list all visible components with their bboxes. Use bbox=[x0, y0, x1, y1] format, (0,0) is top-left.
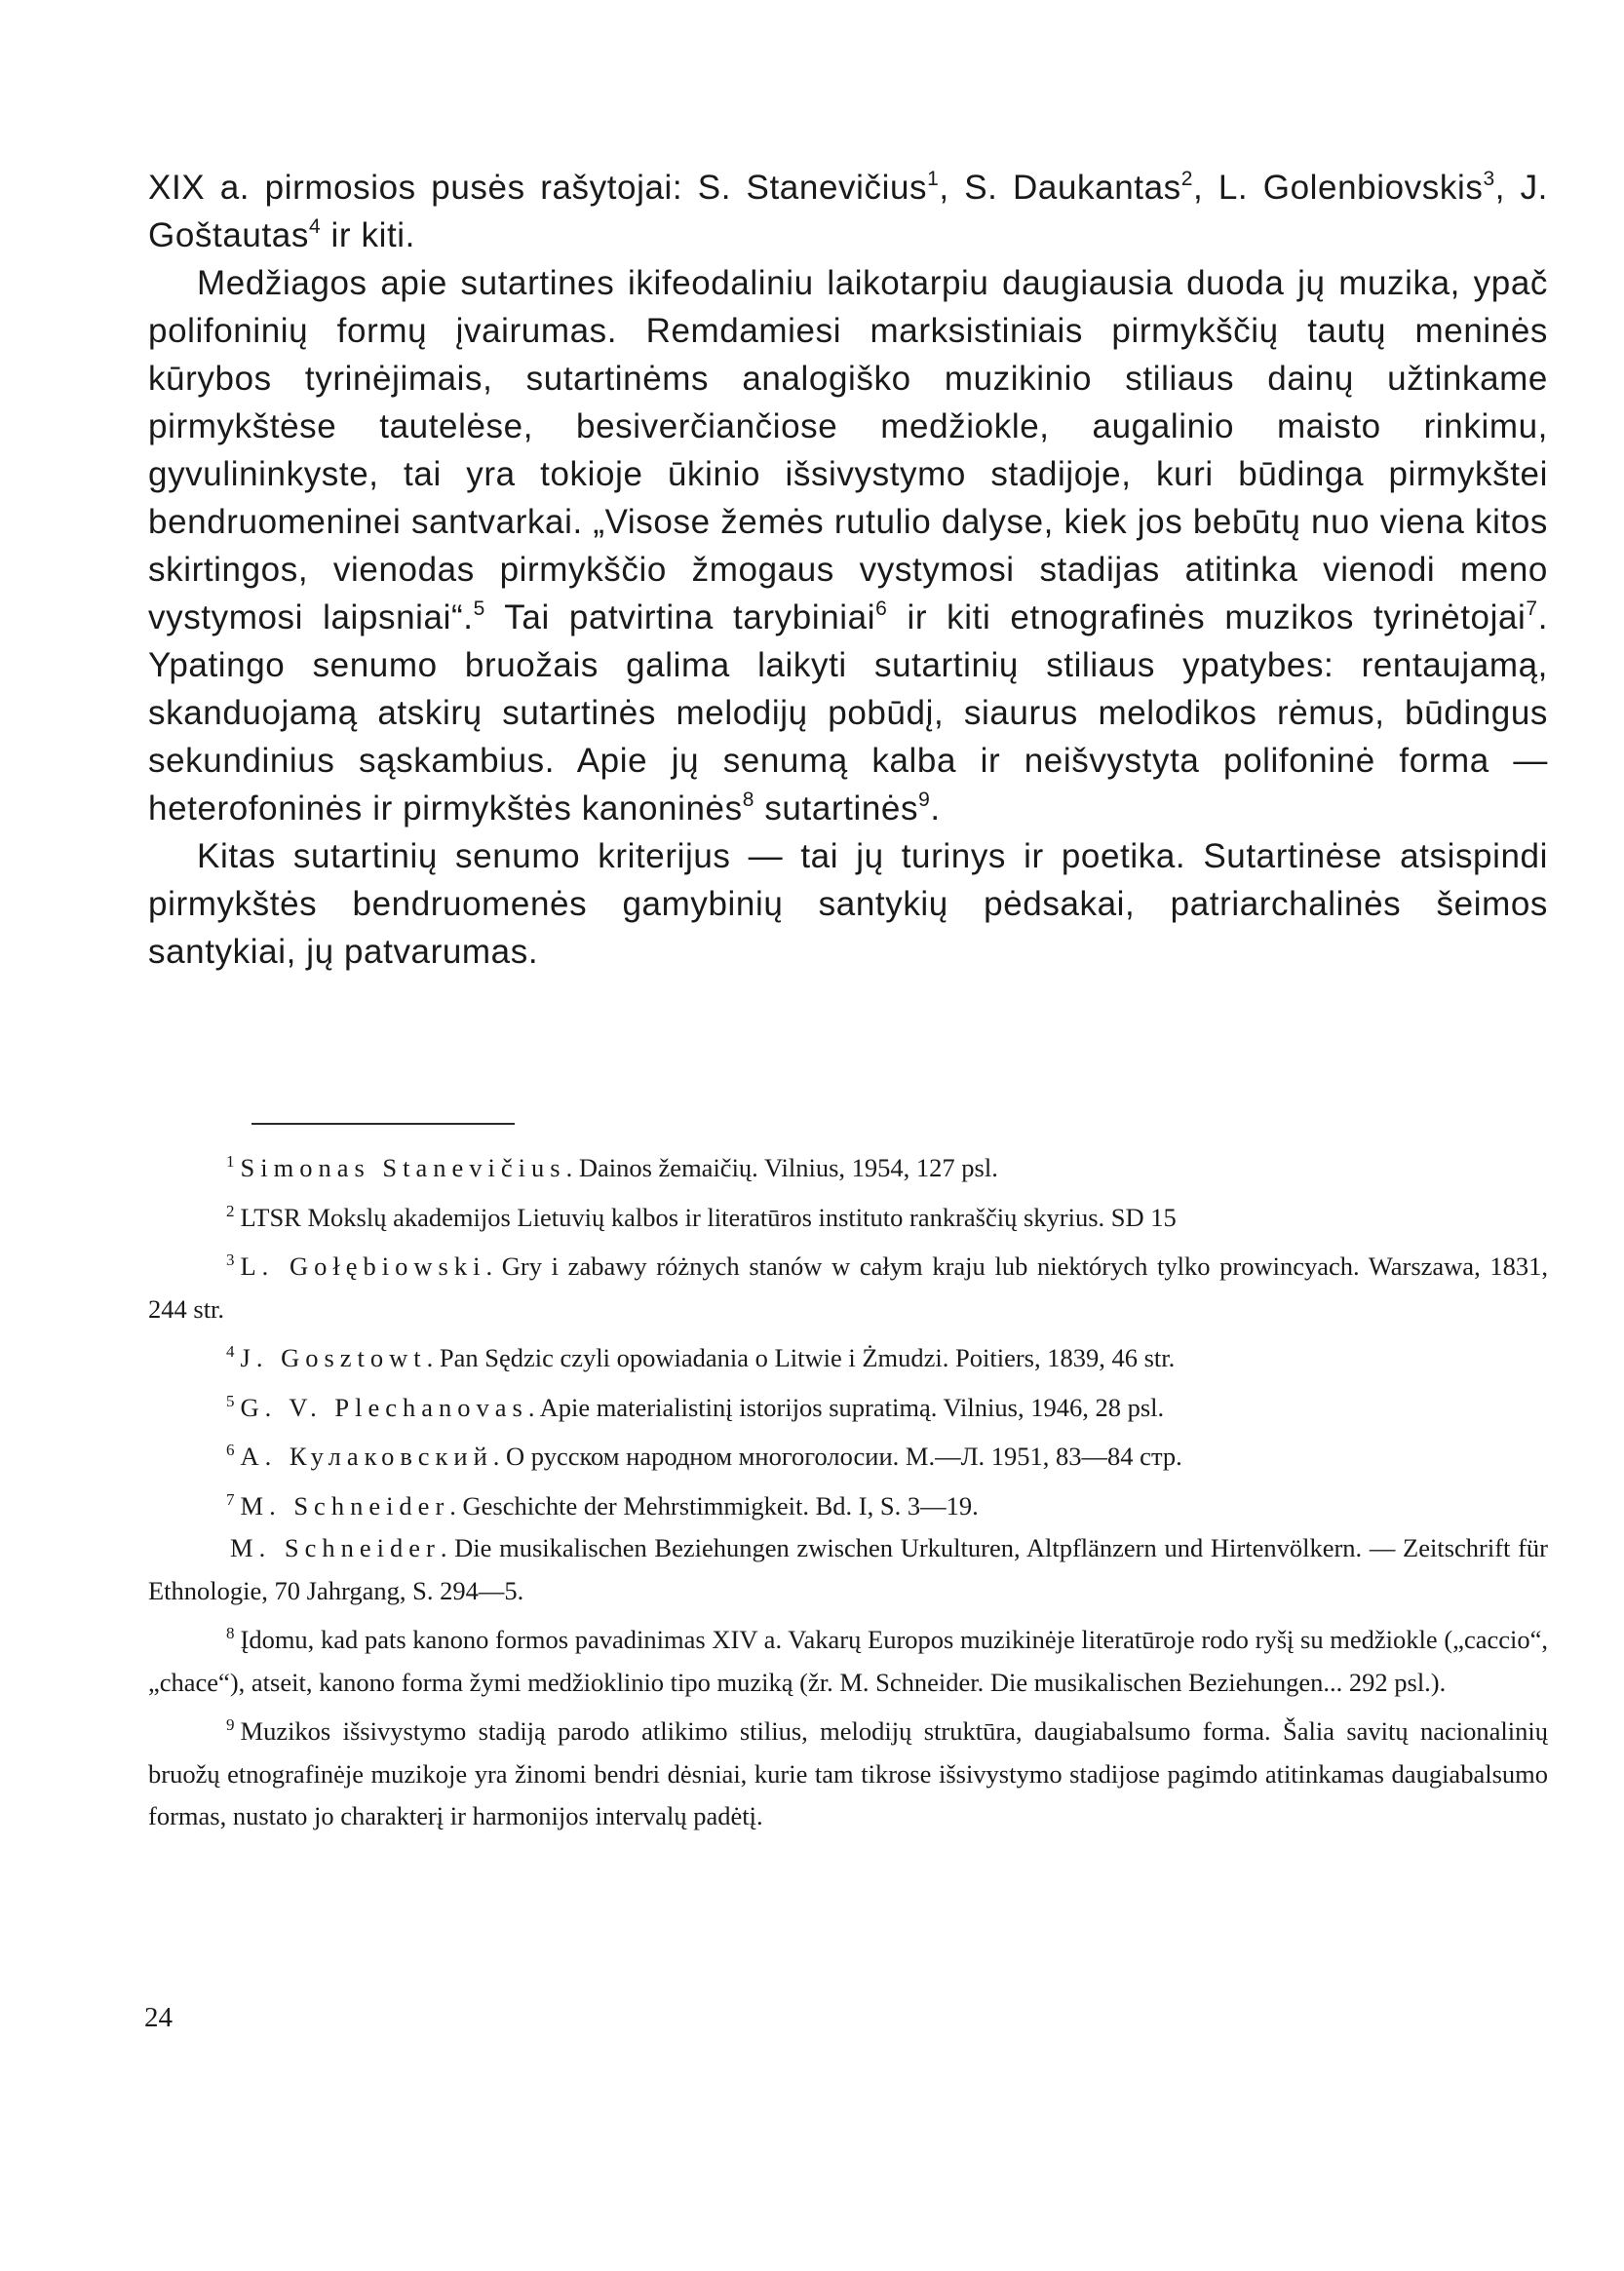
footnote-3 bbox=[148, 1239, 1548, 1330]
footnote-separator bbox=[251, 1123, 515, 1125]
footnote-number: 3 bbox=[226, 1251, 235, 1269]
text-run: ir kiti etnografinės muzikos tyrinėtojai bbox=[887, 598, 1527, 636]
footnote-ref: 8 bbox=[742, 789, 754, 811]
footnote-ref: 7 bbox=[1526, 597, 1538, 620]
footnote-text: . Pan Sędzic czyli opowiadania o Litwie i Żmudzi. Poitiers, 1839, 46 str. bbox=[426, 1343, 1176, 1372]
footnote-9 bbox=[148, 1704, 1548, 1838]
footnote-ref: 2 bbox=[1180, 168, 1194, 190]
footnote-ref: 6 bbox=[875, 597, 888, 620]
footnote-text: . Die musikalischen Beziehungen zwischen Urkulturen, Altpflänzern und Hirtenvölkern. — Zeitschrift für Ethnologie, 70 Jahrgang, S. 294—5. bbox=[148, 1533, 1548, 1605]
footnote-author: J. Gosztowt bbox=[240, 1343, 427, 1372]
text-run: XIX a. pirmosios pusės rašytojai: S. Stanevičius bbox=[148, 169, 928, 207]
text-run: . Ypatingo senumo bruožais galima laikyti sutartinių stiliaus ypatybes: rentaujamą, skanduojamą atskirų sutartinės melodijų pobūdį, siaurus melodikos rėmus, būdingus sekundinius sąskambius. Apie jų senumą kalba ir neišvystyta polifoninė forma — heterofoninės ir pirmykštės kanoninės bbox=[148, 598, 1549, 828]
footnote-ref: 4 bbox=[308, 215, 322, 238]
footnote-1 bbox=[148, 1140, 1548, 1190]
paragraph-1 bbox=[148, 164, 1548, 259]
text-run: Medžiagos apie sutartines ikifeodaliniu laikotarpiu daugiausia duoda jų muzika, ypač polifoninių formų įvairumas. Remdamiesi marksistiniais pirmykščių tautų meninės kūrybos tyrinėjimais, sutartinėms analogiško muzikinio stiliaus dainų užtinkame pirmykštėse tautelėse, besiverčiančiose medžiokle, augalinio maisto rinkimu, gyvulininkyste, tai yra tokioje ūkinio išsivystymo stadijoje, kuri būdinga pirmykštei bendruomeninei santvarkai. „Visose žemės rutulio dalyse, kiek jos bebūtų nuo viena kitos skirtingos, vienodas pirmykščio žmogaus vystymosi stadijas atitinka vienodi meno vystymosi laipsniai“. bbox=[148, 264, 1548, 636]
footnotes bbox=[148, 1140, 1548, 1838]
footnote-ref: 5 bbox=[473, 597, 485, 620]
footnote-number: 4 bbox=[226, 1342, 235, 1361]
footnote-text: Muzikos išsivystymo stadiją parodo atlikimo stilius, melodijų struktūra, daugiabalsumo forma. Šalia savitų nacionalinių bruožų etnografinėje muzikoje yra žinomi bendri dėsniai, kurie tam tikrose išsivystymo stadijose pagimdo atitinkamas daugiabalsumo formas, nustato jo charakterį ir harmonijos intervalų padėtį. bbox=[148, 1716, 1548, 1830]
footnote-8 bbox=[148, 1612, 1548, 1704]
paragraph-2 bbox=[148, 259, 1548, 832]
footnote-author: M. Schneider bbox=[230, 1533, 441, 1562]
footnote-author: M. Schneider bbox=[240, 1490, 450, 1520]
footnote-number: 7 bbox=[226, 1489, 235, 1509]
footnote-number: 6 bbox=[226, 1441, 235, 1459]
footnote-5 bbox=[148, 1380, 1548, 1430]
paragraph-3: Kitas sutartinių senumo kriterijus — tai jų turinys ir poetika. Sutartinėse atsispindi pirmykštės bendruomenės gamybinių santykių pėdsakai, patriarchalinės šeimos santykiai, jų patvarumas. bbox=[148, 837, 1548, 971]
footnote-author: L. Gołębiowski bbox=[240, 1251, 486, 1281]
footnote-author: Simonas Stanevičius bbox=[240, 1153, 566, 1182]
footnote-cont-7 bbox=[148, 1527, 1548, 1612]
footnote-7 bbox=[148, 1479, 1548, 1528]
footnote-ref: 1 bbox=[927, 168, 940, 190]
footnote-ref: 9 bbox=[918, 789, 931, 811]
footnote-6 bbox=[148, 1429, 1548, 1479]
footnote-4 bbox=[148, 1330, 1548, 1380]
text-run: , J. Goštautas bbox=[148, 169, 1548, 254]
footnote-text: . Dainos žemaičių. Vilnius, 1954, 127 psl. bbox=[565, 1153, 998, 1182]
footnote-number: 8 bbox=[226, 1624, 235, 1642]
footnote-author: А. Кулаковский bbox=[240, 1442, 493, 1471]
footnote-ref: 3 bbox=[1483, 168, 1495, 190]
footnote-2 bbox=[148, 1190, 1548, 1240]
footnote-text: . Gry i zabawy różnych stanów w całym kraju lub niektórych tylko prowincyach. Warszawa, 1831, 244 str. bbox=[148, 1251, 1549, 1324]
footnote-text: LTSR Mokslų akademijos Lietuvių kalbos ir literatūros instituto rankraščių skyrius. SD 15 bbox=[240, 1202, 1177, 1232]
footnote-number: 5 bbox=[226, 1391, 235, 1410]
footnote-number: 9 bbox=[226, 1715, 235, 1734]
footnote-number: 1 bbox=[226, 1152, 235, 1171]
text-run: , L. Golenbiovskis bbox=[1193, 169, 1484, 207]
text-run: ir kiti. bbox=[321, 216, 415, 254]
text-run: , S. Daukantas bbox=[939, 169, 1181, 207]
text-run: Tai patvirtina tarybiniai bbox=[484, 598, 876, 636]
text-run: . bbox=[930, 789, 941, 828]
footnote-number: 2 bbox=[226, 1201, 235, 1220]
text-run: sutartinės bbox=[754, 789, 919, 828]
main-text bbox=[148, 164, 1548, 976]
footnote-text: . Apie materialistinį istorijos supratimą. Vilnius, 1946, 28 psl. bbox=[527, 1392, 1165, 1422]
footnote-text: . Geschichte der Mehrstimmigkeit. Bd. I, S. 3—19. bbox=[449, 1490, 979, 1520]
footnote-text: Įdomu, kad pats kanono formos pavadinimas XIV a. Vakarų Europos muzikinėje literatūroje rodo ryšį su medžiokle („caccio“, „chace“), atseit, kanono forma žymi medžioklinio tipo muziką (žr. M. Schneider. Die musikalischen Beziehungen... 292 psl.). bbox=[148, 1625, 1548, 1697]
page-number: 24 bbox=[144, 2002, 173, 2033]
footnote-author: G. V. Plechanovas bbox=[240, 1392, 528, 1422]
footnote-text: . О русском народном многоголосии. М.—Л. 1951, 83—84 стр. bbox=[492, 1442, 1182, 1471]
